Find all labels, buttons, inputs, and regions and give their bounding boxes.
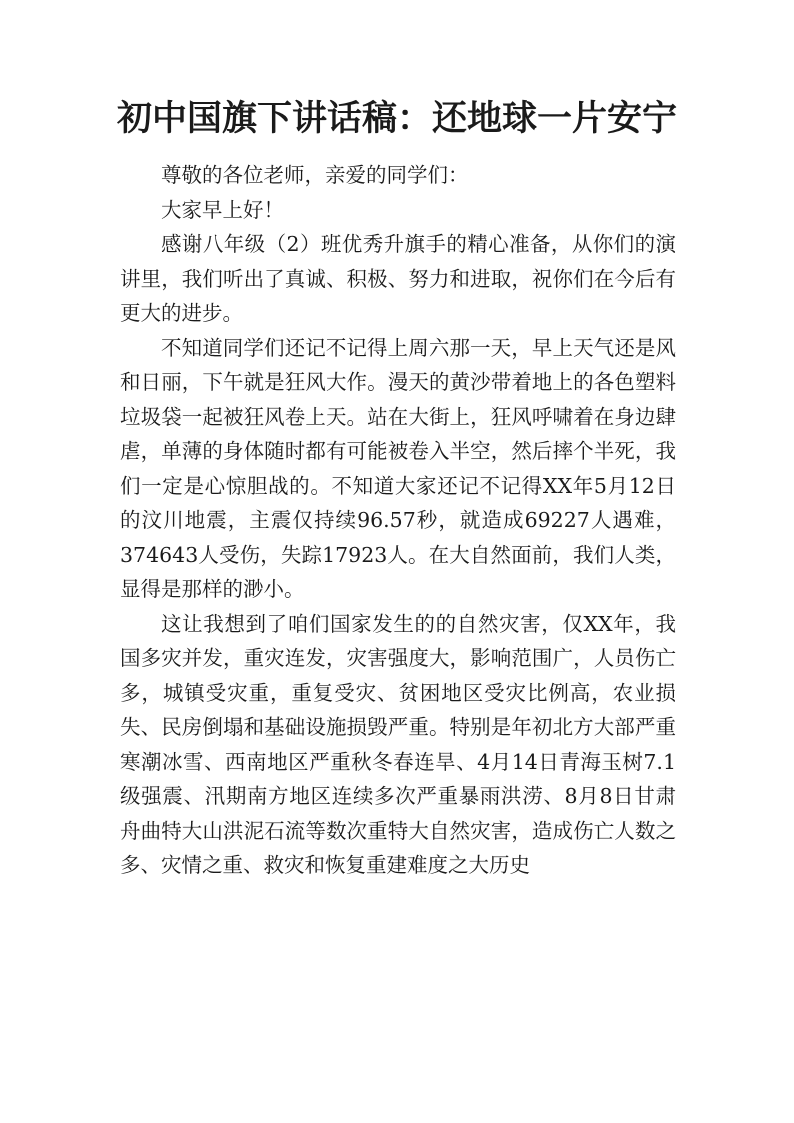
document-title: 初中国旗下讲话稿：还地球一片安宁 <box>116 98 677 139</box>
greeting-paragraph: 大家早上好！ <box>161 197 284 222</box>
storm-earthquake-paragraph: 不知道同学们还记不记得上周六那一天，早上天气还是风和日丽，下午就是狂风大作。漫天的黄沙带着地上的各色塑料垃圾袋一起被狂风卷上天。站在大街上，狂风呼啸着在身边肆虐，单薄的身体随时都有可能被卷入半空，然后摔个半死，我们一定是心惊胆战的。不知道大家还记不记得XX年5月12日的汶川地震，主震仅持续96.57秒，就造成69227人遇难，374643人受伤，失踪17923人。在大自然面前，我们人类，显得是那样的渺小。 <box>120 335 676 601</box>
disasters-paragraph: 这让我想到了咱们国家发生的的自然灾害，仅XX年，我国多灾并发，重灾连发，灾害强度大，影响范围广，人员伤亡多，城镇受灾重，重复受灾、贫困地区受灾比例高，农业损失、民房倒塌和基础设施损毁严重。特别是年初北方大部严重寒潮冰雪、西南地区严重秋冬春连旱、4月14日青海玉树7.1级强震、汛期南方地区连续多次严重暴雨洪涝、8月8日甘肃舟曲特大山洪泥石流等数次重特大自然灾害，造成伤亡人数之多、灾情之重、救灾和恢复重建难度之大历史 <box>120 611 676 877</box>
salutation-paragraph: 尊敬的各位老师，亲爱的同学们： <box>161 163 469 187</box>
document-body <box>120 158 676 883</box>
thanks-paragraph: 感谢八年级（2）班优秀升旗手的精心准备，从你们的演讲里，我们听出了真诚、积极、努力和进取，祝你们在今后有更大的进步。 <box>120 232 676 325</box>
